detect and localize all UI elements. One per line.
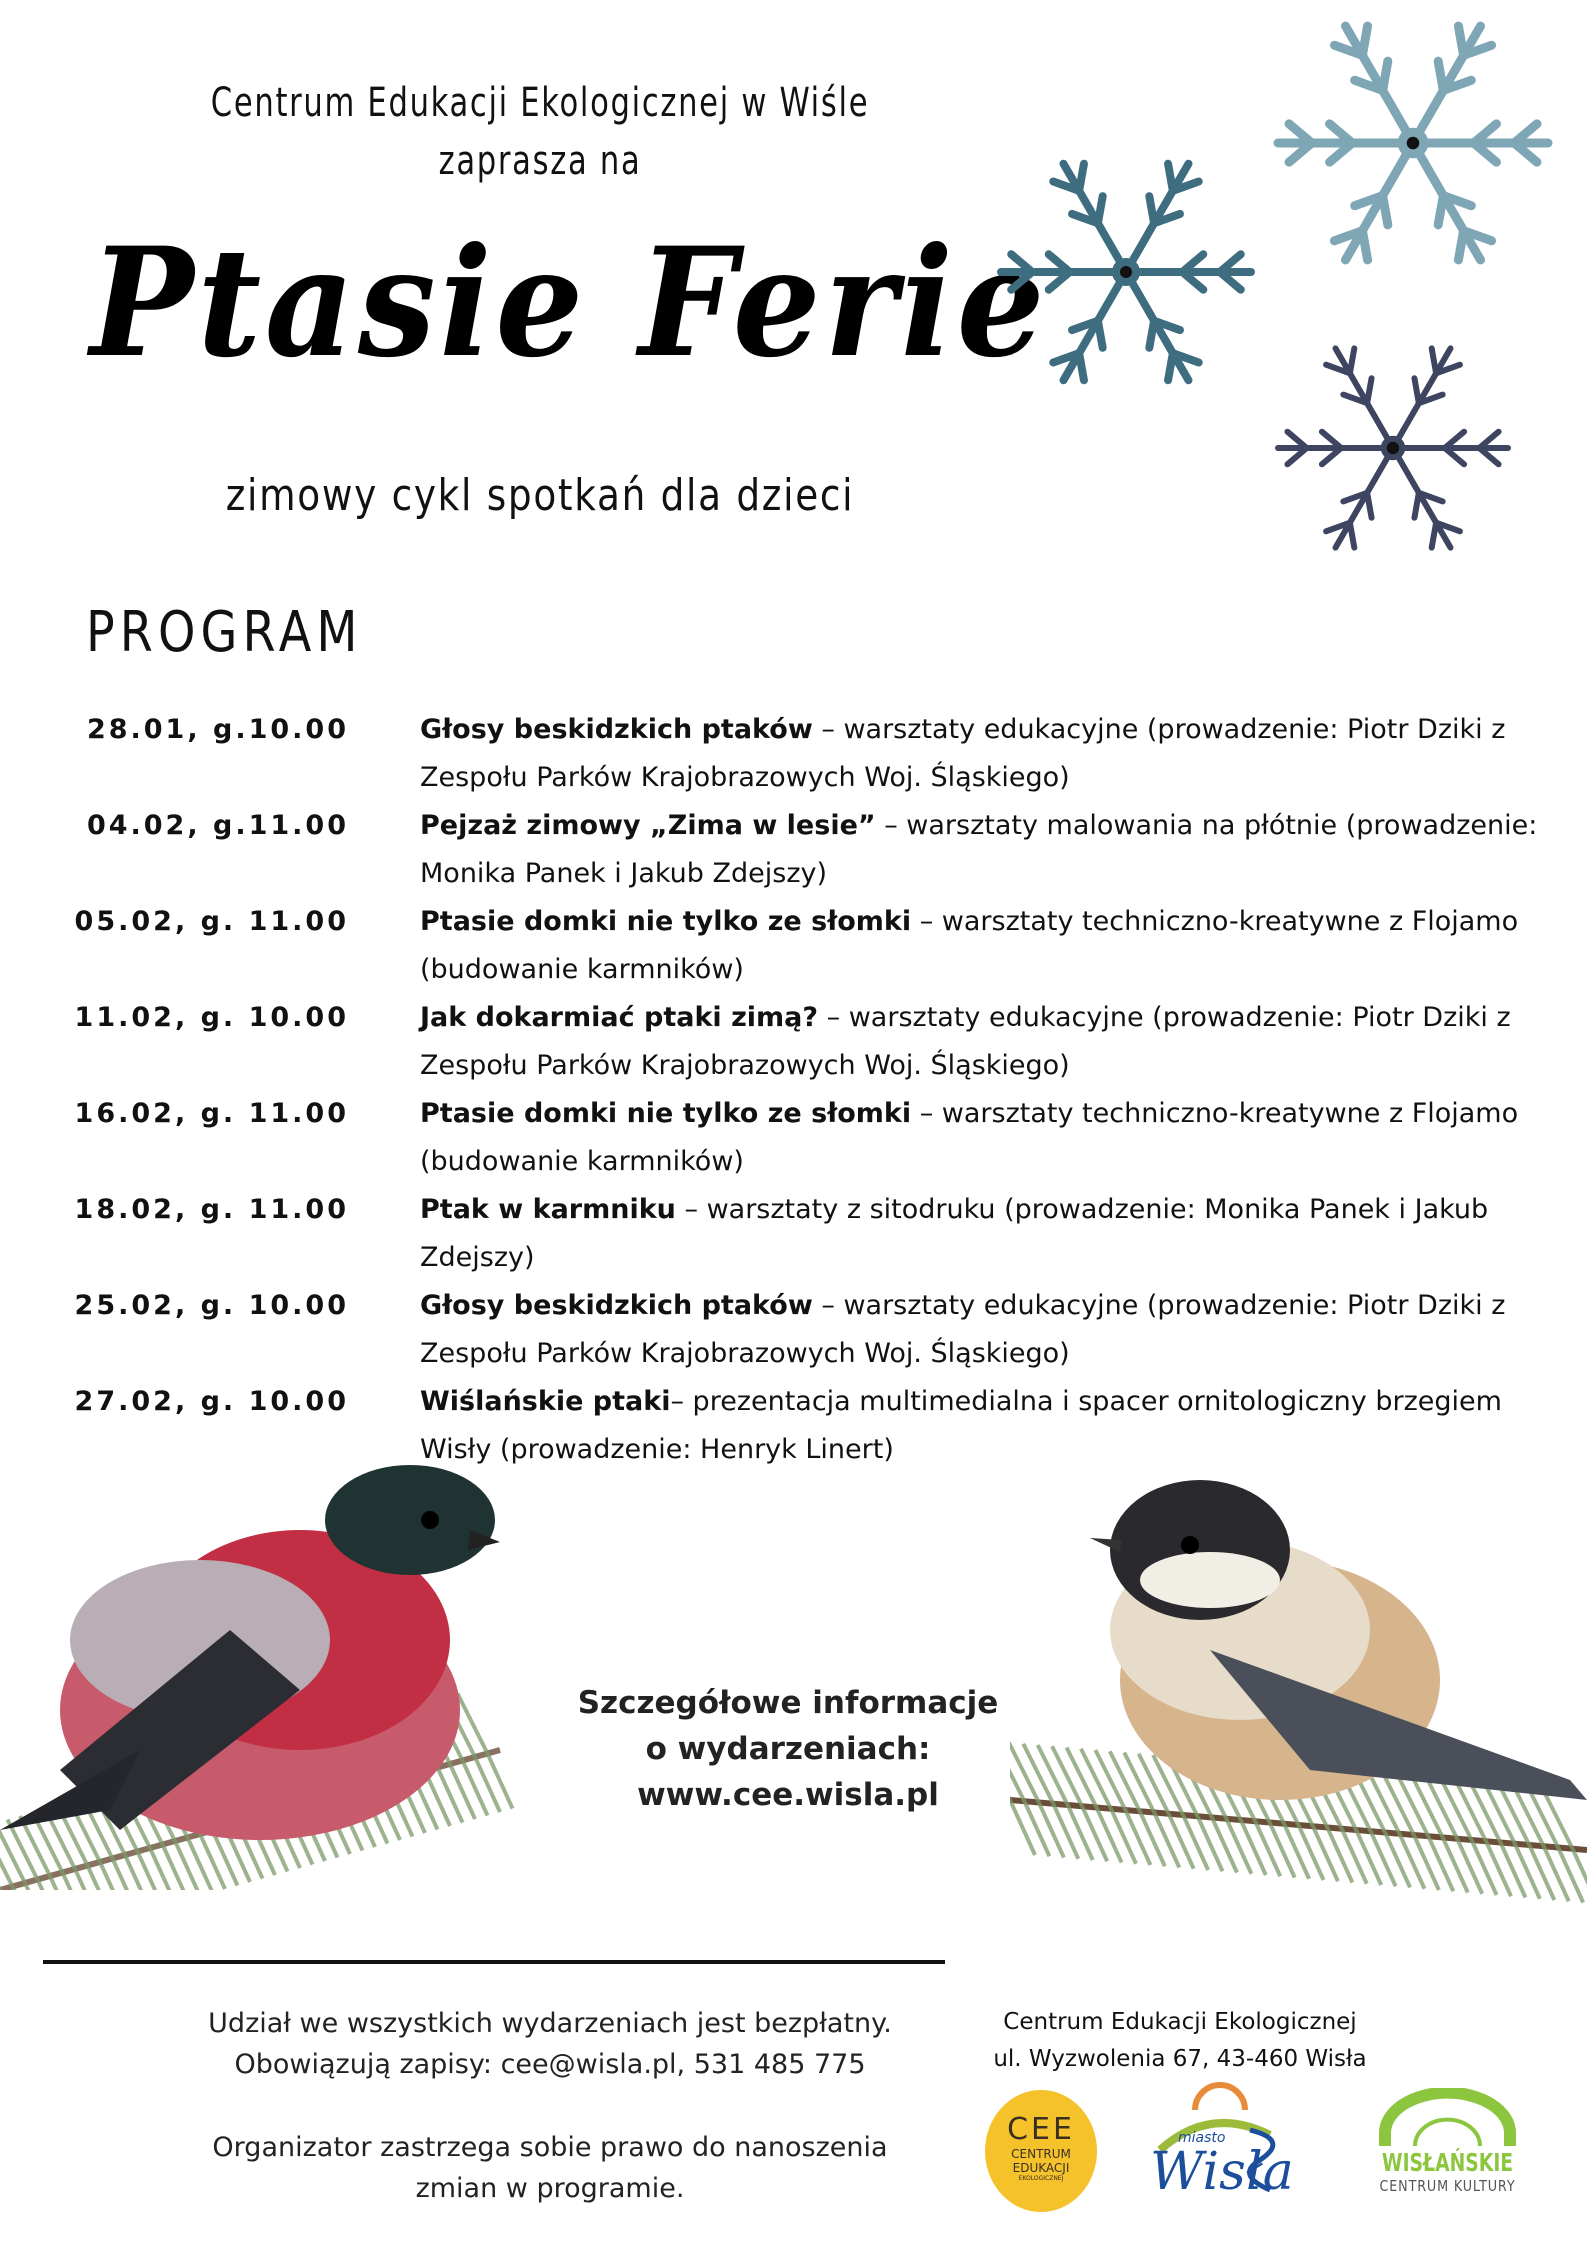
program-heading: PROGRAM	[86, 600, 363, 665]
event-date: 27.02, g. 10.00	[74, 1386, 349, 1417]
address-street: ul. Wyzwolenia 67, 43-460 Wisła	[993, 2046, 1367, 2072]
snowflake-icon	[1278, 26, 1548, 260]
event-title: Jak dokarmiać ptaki zimą?	[420, 1002, 819, 1033]
event-title: Ptak w karmniku	[420, 1194, 676, 1225]
wisla-logo	[1140, 2080, 1320, 2210]
event-title: Głosy beskidzkich ptaków	[420, 1290, 813, 1321]
event-description	[420, 802, 1540, 898]
footer-disclaimer	[150, 2127, 950, 2209]
cee-logo-line3: EKOLOGICZNEJ	[1018, 2175, 1064, 2182]
event-subtitle: zimowy cykl spotkań dla dzieci	[225, 470, 855, 521]
info-line-1: Szczegółowe informacje	[577, 1685, 999, 1721]
event-date: 28.01, g.10.00	[86, 714, 349, 745]
bullfinch-illustration	[0, 1450, 520, 1890]
snowflake-icon	[1001, 164, 1251, 381]
event-description	[420, 1186, 1540, 1282]
wck-logo-small: CENTRUM KULTURY	[1379, 2177, 1516, 2195]
info-box	[488, 1680, 1088, 1818]
organizer-line: Centrum Edukacji Ekologicznej w Wiśle	[210, 80, 870, 126]
wisla-logo-small: miasto	[1178, 2130, 1226, 2146]
divider	[43, 1960, 945, 1964]
snowflake-icon	[1278, 348, 1508, 547]
event-date: 04.02, g.11.00	[86, 810, 349, 841]
snowflakes-decoration	[0, 0, 1587, 600]
info-line-2: o wydarzeniach:	[645, 1731, 931, 1767]
event-description	[420, 898, 1540, 994]
event-title: Głosy beskidzkich ptaków	[420, 714, 813, 745]
event-details: – warsztaty techniczno-kreatywne z Flojamo (budowanie karmników)	[420, 1098, 1519, 1177]
event-date: 25.02, g. 10.00	[74, 1290, 349, 1321]
event-title: Ptasie Ferie	[90, 215, 1049, 391]
event-date: 16.02, g. 11.00	[74, 1098, 349, 1129]
invites-line: zaprasza na	[438, 138, 642, 184]
event-description	[420, 1378, 1540, 1474]
event-description	[420, 1282, 1540, 1378]
wck-logo-big: WISŁAŃSKIE	[1381, 2148, 1514, 2177]
event-description	[420, 994, 1540, 1090]
footer-registration	[150, 2003, 950, 2085]
address	[960, 2004, 1400, 2078]
address-name: Centrum Edukacji Ekologicznej	[1003, 2009, 1357, 2035]
event-date: 18.02, g. 11.00	[74, 1194, 349, 1225]
wisla-logo-big: Wisła	[1150, 2142, 1294, 2202]
event-details: – warsztaty edukacyjne (prowadzenie: Piotr Dziki z Zespołu Parków Krajobrazowych Woj. Śląskiego)	[420, 1002, 1511, 1081]
disclaimer-line-1: Organizator zastrzega sobie prawo do nanoszenia	[212, 2132, 888, 2163]
event-details: – warsztaty techniczno-kreatywne z Flojamo (budowanie karmników)	[420, 906, 1519, 985]
free-notice: Udział we wszystkich wydarzeniach jest bezpłatny.	[208, 2008, 892, 2039]
event-title: Ptasie domki nie tylko ze słomki	[420, 906, 912, 937]
event-description	[420, 706, 1540, 802]
wck-logo	[1360, 2088, 1535, 2198]
disclaimer-line-2: zmian w programie.	[415, 2173, 685, 2204]
cee-logo	[985, 2090, 1097, 2212]
event-description	[420, 1090, 1540, 1186]
cee-logo-line2: EDUKACJI	[1012, 2161, 1070, 2175]
signup-notice: Obowiązują zapisy: cee@wisla.pl, 531 485 775	[234, 2049, 866, 2080]
event-title: Ptasie domki nie tylko ze słomki	[420, 1098, 912, 1129]
chickadee-illustration	[1010, 1470, 1587, 1910]
event-title: Pejzaż zimowy „Zima w lesie”	[420, 810, 876, 841]
event-title: Wiślańskie ptaki	[420, 1386, 671, 1417]
event-details: – warsztaty edukacyjne (prowadzenie: Piotr Dziki z Zespołu Parków Krajobrazowych Woj. Śląskiego)	[420, 714, 1506, 793]
website-link[interactable]: www.cee.wisla.pl	[637, 1777, 939, 1813]
event-date: 11.02, g. 10.00	[74, 1002, 349, 1033]
event-details: – prezentacja multimedialna i spacer ornitologiczny brzegiem Wisły (prowadzenie: Henryk Linert)	[420, 1386, 1502, 1465]
event-details: – warsztaty z sitodruku (prowadzenie: Monika Panek i Jakub Zdejszy)	[420, 1194, 1489, 1273]
event-details: – warsztaty edukacyjne (prowadzenie: Piotr Dziki z Zespołu Parków Krajobrazowych Woj. Śląskiego)	[420, 1290, 1506, 1369]
cee-logo-mark: CEE	[1007, 2112, 1075, 2147]
event-date: 05.02, g. 11.00	[74, 906, 349, 937]
cee-logo-line1: CENTRUM	[1011, 2147, 1071, 2161]
event-details: – warsztaty malowania na płótnie (prowadzenie: Monika Panek i Jakub Zdejszy)	[420, 810, 1538, 889]
